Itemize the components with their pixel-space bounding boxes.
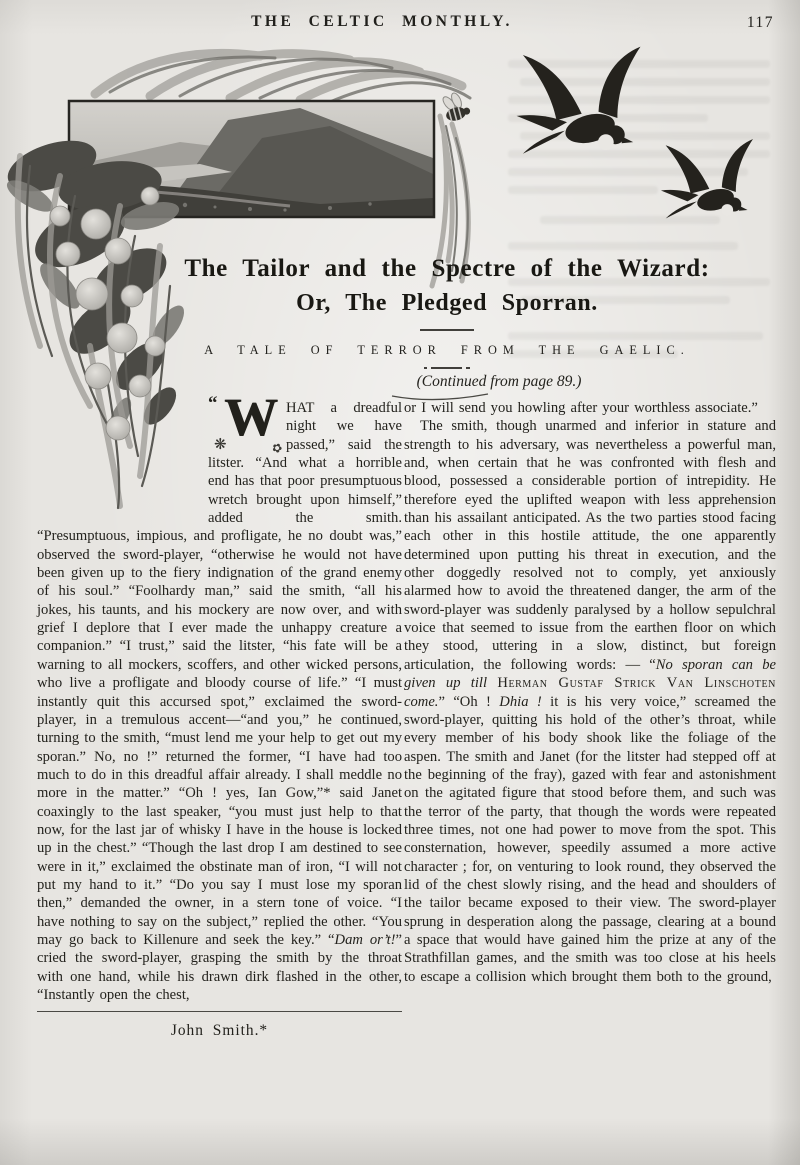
article-title-block: [94, 255, 800, 369]
footnote-rule: [37, 1011, 402, 1012]
bee-icon: [440, 89, 472, 123]
footnote-author: John Smith.*: [170, 1022, 269, 1040]
article-subtitle: A TALE OF TERROR FROM THE GAELIC.: [204, 343, 690, 357]
continuation-note: (Continued from page 89.): [416, 373, 582, 390]
title-divider-rule: [420, 329, 474, 331]
page-number: 117: [746, 14, 774, 31]
drop-cap-vine-ornament: ✿: [269, 439, 285, 457]
grass-plumes: [95, 53, 462, 100]
right-column-paragraph-1: or I will send you howling after your worthless associate.”: [404, 400, 758, 416]
journal-title: THE CELTIC MONTHLY.: [251, 13, 513, 30]
right-column-paragraph-2: The smith, though unarmed and inferior in stature and strength to his adversary, was nevertheless a powerful man, and, when certain that he was confronted with flesh and blood, possessed a considerable portion of intrepidity. He therefore eyed the uplifted weapon with less apprehension than his assailant anticipated. As the two parties stood facing each other in this hostile attitude, the one apparently determined upon putting his threat in execution, and the other doggedly resolved not to comply, yet anxiously alarmed how to avoid the threatened danger, the arm of the sword-player was suddenly paralysed by a hollow sepulchral voice that seemed to issue from the earthen floor on which they stood, uttering in a slow, distinct, but foreign articulation, the following words: — “No sporan can be given up till Herman Gustaf Strick Van Linschoten come.” “Oh ! Dhia ! it is his very voice,” screamed the sword-player, quitting his hold of the other’s throat, while every member of his body shook like the foliage of the aspen. The smith and Janet (for the litster had stepped off at the beginning of the fray), gazed with fear and astonishment on the agitated figure that stood before them, and such was the terror of the party, that though the words were repeated three times, not one had power to move from the spot. This consternation, however, speedily assumed a more active character ; for, on venturing to look round, they observed the lid of the chest slowly rising, and the head and shoulders of the tailor became exposed to their view. The sword-player sprung in desperation along the passage, clearing at a bound a space that would have gained him the prize at any of the Strathfillan games, and the smith was too close at his heels to escape a collision which brought them both to the ground,: [404, 418, 776, 985]
swallow-icon: [517, 47, 641, 154]
article-title-line2: Or, The Pledged Sporran.: [296, 290, 598, 316]
illustration-wrap-spacer: [37, 399, 208, 511]
opening-quote: “: [208, 393, 218, 414]
swallow-icon: [661, 139, 753, 219]
landscape-vignette: [69, 101, 434, 217]
subtitle-divider-rule: [424, 367, 470, 369]
left-text-column: [37, 387, 402, 1041]
drop-cap: [208, 387, 285, 457]
left-column-paragraph: HAT a dreadful night we have passed,” said the litster. “And what a horrible end has that poor presumptuous wretch brought upon himself,” added the smith. “Presumptuous, impious, and profligate, he no doubt was,” observed the sword-player, “otherwise he would not have been given up to the fiery indignation of the grand enemy of his soul.” “Foolhardy man,” said the smith, “all his jokes, his taunts, and his mockery are now over, and with grief I deplore that I ever made the unhappy creature a companion.” “I trust,” said the litster, “his fate will be a warning to all mockers, scoffers, and other wicked persons, who live a profligate and bloody course of life.” “I must instantly quit this accursed spot,” exclaimed the sword-player, in a tremulous accent—“and you,” he continued, turning to the smith, “must lend me your help to get out my sporan.” No, no !” returned the former, “I have had too much to do in this dreadful affair already. I shall meddle no more in the matter.” “Oh ! yes, Ian Gow,”* said Janet coaxingly to the last speaker, “you must just help to that now, for the last jar of whisky I have in the house is locked up in the chest.” “Though the last drop I am destined to see were in it,” exclaimed the obstinate man of iron, “I will not put my hand to it.” “Do you say I must lose my sporan then,” demanded the owner, in a stern tone of voice. “I have nothing to say on the subject,” replied the other. “You may go back to Killenure and seek the key.” “Dam or’t!” cried the sword-player, grasping the smith by the throat with one hand, while his drawn dirk flashed in the other, “Instantly open the chest,: [37, 400, 402, 1003]
article-title-line1: The Tailor and the Spectre of the Wizard:: [184, 255, 710, 282]
drop-cap-letter: W: [224, 387, 278, 447]
right-text-column: [404, 399, 776, 986]
drop-cap-flower-ornament: ❋: [214, 434, 227, 453]
